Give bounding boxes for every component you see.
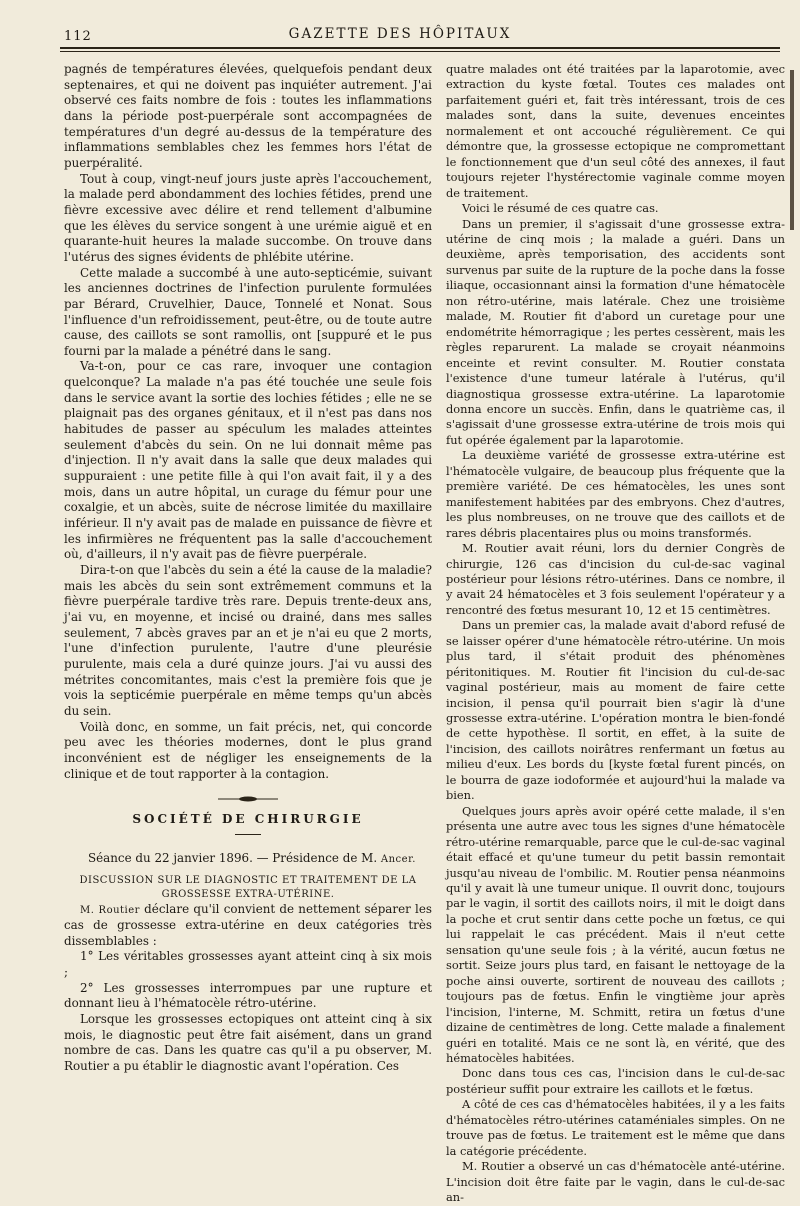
section-ornament — [64, 796, 432, 802]
seance-president: Ancer. — [380, 853, 416, 865]
page-number: 112 — [64, 29, 92, 44]
paragraph: Voici le résumé de ces quatre cas. — [462, 201, 659, 216]
paragraph: Tout à coup, vingt-neuf jours juste après l'accouchement, la malade perd abondamment des lochies fétides, prend une fièvre excessive avec délire et rend tellement d'albumine que les élèves du service songent à une urémie aiguë et en quarante-huit heures la malade succombe. On trouve dans l'utérus des signes évidents de phlébite utérine. — [64, 171, 432, 264]
paragraph: Va-t-on, pour ce cas rare, invoquer une contagion quelconque? La malade n'a pas été touchée une seule fois dans le service avant la sortie des lochies fétides ; elle ne se plaignait pas des organes génitaux, et il n'est pas dans nos habitudes de passer au spéculum les malades atteintes seulement d'abcès du sein. On ne lui donnait même pas d'injection. Il n'y avait dans la salle que deux malades qui suppuraient : une petite fille à qui l'on avait fait, il y a des mois, dans un autre hôpital, un curage du fémur pour une coxalgie, et un abcès, suite de nécrose limitée du maxillaire inférieur. Il n'y avait pas de malade en puissance de fièvre et les infirmières ne fréquentent pas la salle d'accouchement où, d'ailleurs, il n'y avait pas de fièvre puerpérale. — [64, 359, 432, 562]
paragraph: M. Routier avait réuni, lors du dernier Congrès de chirurgie, 126 cas d'incision du cul-de-sac vaginal postérieur pour lésions rétro-utérines. Dans ce nombre, il y avait 24 hématocèles et 3 fois seulement l'opérateur y a rencontré des fœtus mesurant 10, 12 et 15 centimètres. — [446, 541, 785, 617]
page-edge-mark — [790, 70, 794, 230]
paragraph — [64, 902, 432, 950]
paragraph: Cette malade a succombé à une auto-septicémie, suivant les anciennes doctrines de l'infection purulente formulées par Bérard, Cruvelhier, Dauce, Tonnelé et Nonat. Sous l'influence d'un refroidissement, peut-être, ou de toute autre cause, des caillots se sont ramollis, ont [suppuré et le pus fourni par la malade a pénétré dans le sang. — [64, 265, 432, 358]
paragraph: 1° Les véritables grossesses ayant atteint cinq à six mois ; — [64, 949, 432, 980]
seance-text: Séance du 22 janvier 1896. — Présidence de M. — [88, 850, 381, 865]
journal-title: GAZETTE DES HÔPITAUX — [288, 26, 512, 42]
paragraph: quatre malades ont été traitées par la laparotomie, avec extraction du kyste fœtal. Toutes ces malades ont parfaitement guéri et, fait très intéressant, trois de ces malades sont, dans la suite, devenues enceintes normalement et ont accouché régulièrement. Ce qui démontre que, la grossesse ectopique ne compromettant le fonctionnement que d'un seul côté des annexes, il faut toujours rejeter l'hystérectomie vaginale comme moyen de traitement. — [446, 62, 785, 200]
paragraph: Quelques jours après avoir opéré cette malade, il s'en présenta une autre avec tous les signes d'une hématocèle rétro-utérine remarquable, parce que le cul-de-sac vaginal était effacé et qu'une tumeur du petit bassin remontait jusqu'au niveau de l'ombilic. M. Routier pensa néanmoins qu'il y avait là une tumeur unique. Il ouvrit donc, toujours par le vagin, il sortit des caillots noirs, il mit le doigt dans la poche et crut sentir dans cette poche un fœtus, ce qui lui rappelait le cas précédent. Mais il n'eut cette sensation qu'une seule fois ; à la vérité, aucun fœtus ne sortit. Seize jours plus tard, en faisant le nettoyage de la poche ainsi ouverte, sortirent de nouveau des caillots ; toujours pas de fœtus. Enfin le vingtième jour après l'incision, l'interne, M. Schmitt, retira un fœtus d'une dizaine de centimètres de long. Cette malade a finalement guéri en totalité. Mais ce ne sont là, en vérité, que des hématocèles habitées. — [446, 803, 785, 1065]
paragraph: La deuxième variété de grossesse extra-utérine est l'hématocèle vulgaire, de beaucoup plus fréquente que la première variété. De ces hématocèles, les unes sont manifestement habitées par des embryons. Chez d'autres, les plus nombreuses, on ne trouve que des caillots et de rares débris placentaires plus ou moins transformés. — [446, 448, 785, 540]
paragraph: Donc dans tous ces cas, l'incision dans le cul-de-sac postérieur suffit pour extraire les caillots et le fœtus. — [446, 1066, 785, 1096]
paragraph: M. Routier a observé un cas d'hématocèle anté-utérine. L'incision doit être faite par le vagin, dans le cul-de-sac an- — [446, 1159, 785, 1205]
right-column — [446, 62, 785, 1206]
header-rule — [60, 47, 780, 49]
paragraph: pagnés de températures élevées, quelquefois pendant deux septenaires, et qui ne doivent pas inquiéter autrement. J'ai observé ces faits nombre de fois : toutes les inflammations dans la période post-puerpérale sont accompagnées de températures d'un degré au-dessus de la température des inflammations semblables chez les femmes hors l'état de puerpéralité. — [64, 62, 432, 170]
speaker-name: M. Routier — [80, 904, 140, 916]
left-column — [64, 62, 432, 1075]
paragraph: A côté de ces cas d'hématocèles habitées, il y a les faits d'hématocèles rétro-utérines cataméniales simples. On ne trouve pas de fœtus. Le traitement est le même que dans la catégorie précédente. — [446, 1097, 785, 1158]
section-title: SOCIÉTÉ DE CHIRURGIE — [132, 812, 364, 827]
seance-line — [64, 851, 432, 868]
paragraph: Dans un premier cas, la malade avait d'abord refusé de se laisser opérer d'une hématocèle rétro-utérine. Un mois plus tard, il s'était produit des phénomènes péritonitiques. M. Routier fit l'incision du cul-de-sac vaginal postérieur, mais au moment de faire cette incision, il pensa qu'il pourrait bien s'agir là d'une grossesse extra-utérine. L'opération montra le bien-fondé de cette hypothèse. Il sortit, en effet, à la suite de l'incision, des caillots noirâtres renfermant un fœtus au milieu d'eux. Les bords du [kyste fœtal furent pincés, on le bourra de gaze iodoformée et aujourd'hui la malade va bien. — [446, 618, 785, 803]
paragraph: Dans un premier, il s'agissait d'une grossesse extra-utérine de cinq mois ; la malade a guéri. Dans un deuxième, après temporisation, des accidents sont survenus par suite de la rupture de la poche dans la fosse iliaque, occasionnant ainsi la formation d'une hématocèle non rétro-utérine, mais latérale. Chez une troisième malade, M. Routier fit d'abord un curetage pour une endométrite hémorragique ; les pertes cessèrent, mais les règles reparurent. La malade se croyait néanmoins enceinte et revint consulter. M. Routier constata l'existence d'une tumeur latérale à l'utérus, qu'il diagnostiqua grossesse extra-utérine. La laparotomie donna encore un succès. Enfin, dans le quatrième cas, il s'agissait d'une grossesse extra-utérine de trois mois qui fut opérée également par la laparotomie. — [446, 216, 785, 447]
header-rule-thin — [60, 51, 780, 52]
paragraph: Voilà donc, en somme, un fait précis, net, qui concorde peu avec les théories modernes, dont le plus grand inconvénient est de négliger les enseignements de la clinique et de tout rapporter à la contagion. — [64, 719, 432, 781]
paragraph-text: déclare qu'il convient de nettement séparer les cas de grossesse extra-utérine en deux catégories très dissemblables : — [64, 901, 432, 948]
paragraph: Dira-t-on que l'abcès du sein a été la cause de la maladie? mais les abcès du sein sont extrêmement communs et la fièvre puerpérale tardive très rare. Depuis trente-deux ans, j'ai vu, en moyenne, et incisé ou drainé, dans mes salles seulement, 7 abcès graves par an et je n'ai eu que 2 morts, l'une d'infection purulente, l'autre d'une pleurésie purulente, mais cela a duré quinze jours. J'ai vu aussi des métrites concomitantes, mais c'est la première fois que je vois la septicémie puerpérale en même temps qu'un abcès du sein. — [64, 563, 432, 718]
paragraph: Lorsque les grossesses ectopiques ont atteint cinq à six mois, le diagnostic peut être fait aisément, dans un grand nombre de cas. Dans les quatre cas qu'il a pu observer, M. Routier a pu établir le diagnostic avant l'opération. Ces — [64, 1012, 432, 1074]
discussion-heading: DISCUSSION SUR LE DIAGNOSTIC ET TRAITEMENT DE LA GROSSESSE EXTRA-UTÉRINE. — [79, 874, 417, 900]
section-rule — [235, 834, 261, 835]
paragraph: 2° Les grossesses interrompues par une rupture et donnant lieu à l'hématocèle rétro-utérine. — [64, 980, 432, 1011]
